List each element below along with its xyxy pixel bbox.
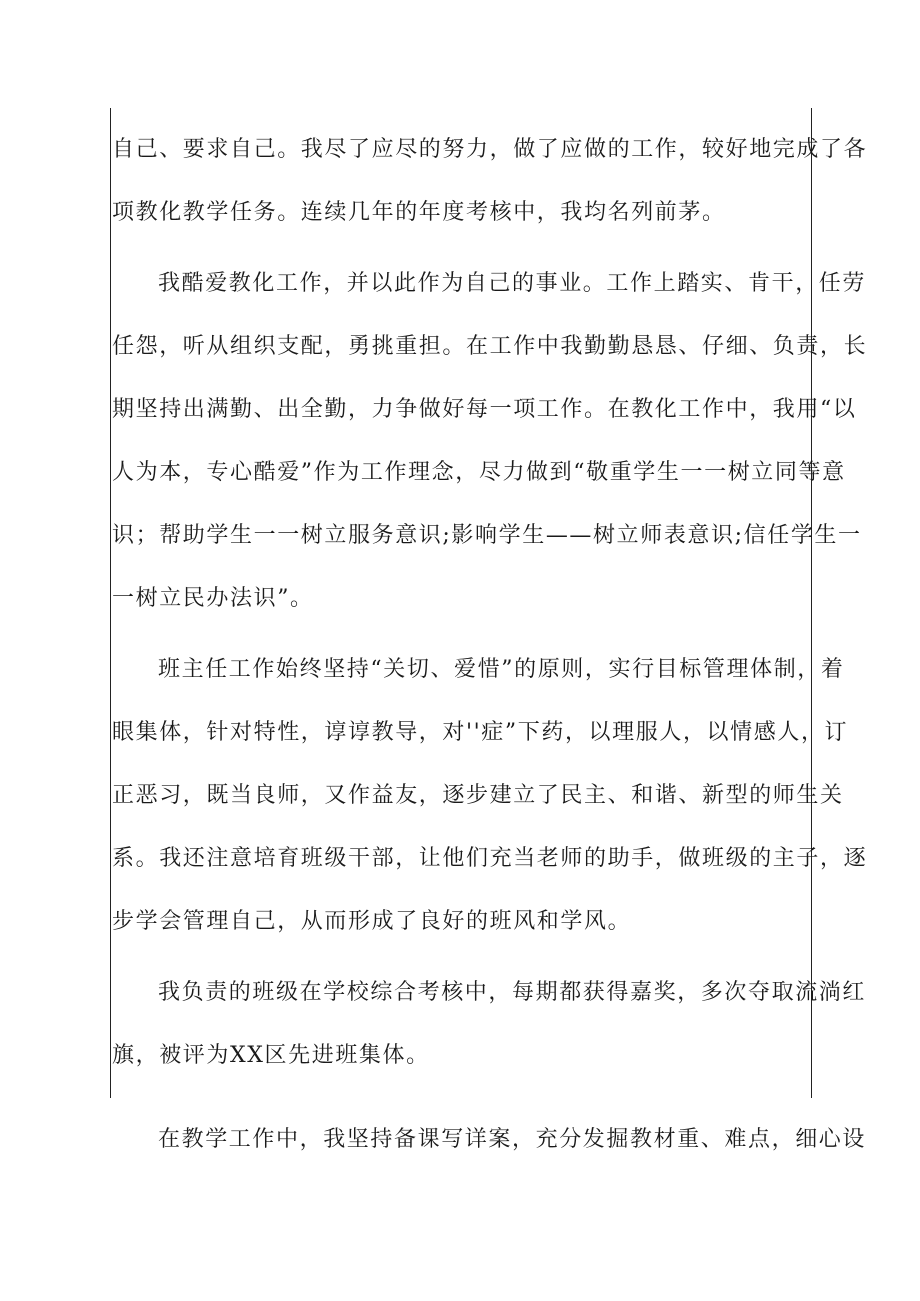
text-line: 人为本，专心酷爱”作为工作理念，尽力做到“敬重学生一一树立同等意: [112, 460, 846, 485]
text-line: 期坚持出满勤、出全勤，力争做好每一项工作。在教化工作中，我用“以: [112, 397, 857, 422]
text-line: 正恶习，既当良师，又作益友，逐步建立了民主、和谐、新型的师生关: [112, 783, 844, 808]
text-line: 旗，被评为XX区先进班集体。: [112, 1043, 430, 1068]
text-line: 一树立民办法识”。: [112, 586, 314, 611]
text-line: 识；帮助学生一一树立服务意识;影响学生——树立师表意识;信任学生一: [112, 523, 862, 548]
text-line: 自己、要求自己。我尽了应尽的努力，做了应做的工作，较好地完成了各: [112, 137, 868, 162]
paragraph-first-line: 班主任工作始终坚持“关切、爱惜”的原则，实行目标管理体制，着: [158, 657, 845, 682]
paragraph-first-line: 我酷爱教化工作，并以此作为自己的事业。工作上踏实、肯干，任劳: [158, 271, 867, 296]
text-line: 眼集体，针对特性，谆谆教导，对''症”下药，以理服人，以情感人，订: [112, 720, 849, 745]
text-line: 项教化教学任务。连续几年的年度考核中，我均名列前茅。: [112, 200, 726, 225]
text-line: 任怨，听从组织支配，勇挑重担。在工作中我勤勤恳恳、仔细、负责，长: [112, 334, 868, 359]
paragraph-first-line: 我负责的班级在学校综合考核中，每期都获得嘉奖，多次夺取流淌红: [158, 980, 867, 1005]
text-line: 步学会管理自己，从而形成了良好的班风和学风。: [112, 909, 632, 934]
paragraph-first-line: 在教学工作中，我坚持备课写详案，充分发掘教材重、难点，细心设: [158, 1127, 867, 1152]
text-line: 系。我还注意培育班级干部，让他们充当老师的助手，做班级的主子，逐: [112, 846, 868, 871]
